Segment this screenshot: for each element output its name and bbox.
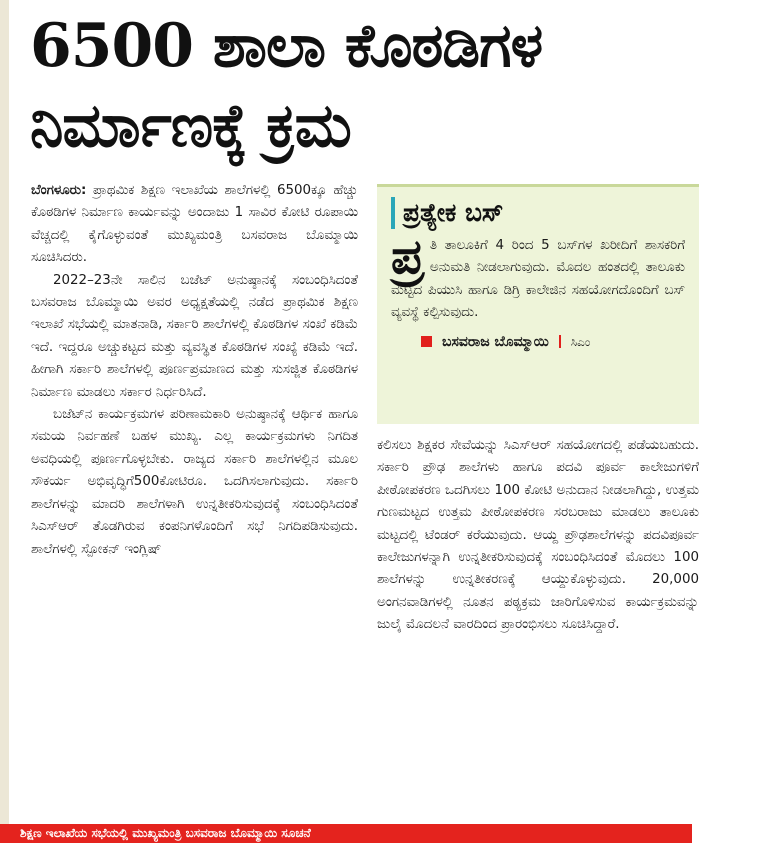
drop-cap: ಪ್ರ xyxy=(391,229,424,285)
article-paragraph-2: 2022–23ನೇ ಸಾಲಿನ ಬಜೆಟ್ ಅನುಷ್ಠಾನಕ್ಕೆ ಸಂಬಂಧಿಸಿದಂತೆ ಬಸವರಾಜ ಬೊಮ್ಮಾಯಿ ಅವರ ಅಧ್ಯಕ್ಷತೆಯಲ್ಲಿ ನಡೆದ ಪ್ರಾಥಮಿಕ ಶಿಕ್ಷಣ ಇಲಾಖೆ ಸಭೆಯಲ್ಲಿ ಮಾತನಾಡಿ, ಸರ್ಕಾರಿ ಶಾಲೆಗಳಲ್ಲಿ ಕೊಠಡಿಗಳ ಸಂಖೆ ಕಡಿಮೆ ಇದೆ. ಇದ್ದರೂ ಅಚ್ಚುಕಟ್ಟದ ಮತ್ತು ವ್ಯವಸ್ಥಿತ ಕೊಠಡಿಗಳ ಸಂಖ್ಯೆ ಕಡಿಮೆ ಇದೆ. ಹೀಗಾಗಿ ಸರ್ಕಾರಿ ಶಾಲೆಗಳಲ್ಲಿ ಪೂರ್ಣಪ್ರಮಾಣದ ಮತ್ತು ಸುಸಜ್ಜಿತ ಕೊಠಡಿಗಳ ನಿರ್ಮಾಣ ಮಾಡಲು ಸರ್ಕಾರ ನಿರ್ಧರಿಸಿದೆ. xyxy=(31,272,358,400)
article-paragraph-3: ಬಜೆಟ್‌ನ ಕಾರ್ಯಕ್ರಮಗಳ ಪರಿಣಾಮಕಾರಿ ಅನುಷ್ಠಾನಕ್ಕೆ ಆರ್ಥಿಕ ಹಾಗೂ ಸಮಯ ನಿರ್ವಹಣೆ ಬಹಳ ಮುಖ್ಯ. ಎಲ್ಲ ಕಾರ್ಯಕ್ರಮಗಳು ನಿಗದಿತ ಅವಧಿಯಲ್ಲಿ ಪೂರ್ಣಗೊಳ್ಳಬೇಕು. ರಾಜ್ಯದ ಸರ್ಕಾರಿ ಶಾಲೆಗಳಲ್ಲಿನ ಮೂಲ ಸೌಕರ್ಯ ಅಭಿವೃದ್ಧಿಗೆ500ಕೋಟಿರೂ. ಒದಗಿಸಲಾಗುವುದು. ಸರ್ಕಾರಿ ಶಾಲೆಗಳನ್ನು ಮಾದರಿ ಶಾಲೆಗಳಾಗಿ ಉನ್ನತೀಕರಿಸುವುದಕ್ಕೆ ಸಂಬಂಧಿಸಿದಂತೆ ಸಿಎಸ್‌ಆರ್ ತೊಡಗಿರುವ ಕಂಪನಿಗಳೊಂದಿಗೆ ಸಭೆ ನಿಗದಿಪಡಿಸುವುದು. ಶಾಲೆಗಳಲ್ಲಿ ಸ್ಪೋಕನ್ ಇಂಗ್ಲಿಷ್ xyxy=(31,407,358,557)
headline-line-1: 6500 ಶಾಲಾ ಕೊಠಡಿಗಳ xyxy=(30,11,543,81)
sidebar-text-block xyxy=(391,229,685,325)
byline-separator xyxy=(559,335,561,348)
paragraph-1-text: ಪ್ರಾಥಮಿಕ ಶಿಕ್ಷಣ ಇಲಾಖೆಯ ಶಾಲೆಗಳಲ್ಲಿ 6500ಕ್ಕೂ ಹೆಚ್ಚು ಕೊಠಡಿಗಳ ನಿರ್ಮಾಣ ಕಾರ್ಯವನ್ನು ಅಂದಾಜು 1 ಸಾವಿರ ಕೋಟಿ ರೂಪಾಯಿ ವೆಚ್ಚದಲ್ಲಿ ಕೈಗೊಳ್ಳುವಂತೆ ಮುಖ್ಯಮಂತ್ರಿ ಬಸವರಾಜ ಬೊಮ್ಮಾಯಿ ಸೂಚಿಸಿದರು. xyxy=(31,183,358,266)
bottom-red-strip: ಶಿಕ್ಷಣ ಇಲಾಖೆಯ ಸಭೆಯಲ್ಲಿ ಮುಖ್ಯಮಂತ್ರಿ ಬಸವರಾಜ ಬೊಮ್ಮಾಯಿ ಸೂಚನೆ xyxy=(0,824,692,843)
article-paragraph-4: ಕಲಿಸಲು ಶಿಕ್ಷಕರ ಸೇವೆಯನ್ನು ಸಿಎಸ್‌ಆರ್ ಸಹಯೋಗದಲ್ಲಿ ಪಡೆಯಬಹುದು. ಸರ್ಕಾರಿ ಪ್ರೌಢ ಶಾಲೆಗಳು ಹಾಗೂ ಪದವಿ ಪೂರ್ವ ಕಾಲೇಜುಗಳಿಗೆ ಪೀಠೋಪಕರಣ ಒದಗಿಸಲು 100 ಕೋಟಿ ಅನುದಾನ ನೀಡಲಾಗಿದ್ದು, ಉತ್ತಮ ಗುಣಮಟ್ಟದ ಉತ್ತಮ ಪೀಠೋಪಕರಣ ಸರಬರಾಜು ಮಾಡಲು ತಾಲೂಕು ಮಟ್ಟದಲ್ಲಿ ಟೆಂಡರ್ ಕರೆಯುವುದು. ಆಯ್ದ ಪ್ರೌಢಶಾಲೆಗಳನ್ನು ಪದವಿಪೂರ್ವ ಕಾಲೇಜುಗಳನ್ನಾಗಿ ಉನ್ನತೀಕರಿಸುವುದಕ್ಕೆ ಸಂಬಂಧಿಸಿದಂತೆ ಮೊದಲು 100 ಶಾಲೆಗಳನ್ನು ಉನ್ನತೀಕರಣಕ್ಕೆ ಆಯ್ದುಕೊಳ್ಳುವುದು. 20,000 ಅಂಗನವಾಡಿಗಳಲ್ಲಿ ನೂತನ ಪಠ್ಯಕ್ರಮ ಜಾರಿಗೊಳಿಸುವ ಕಾರ್ಯಕ್ರಮವನ್ನು ಜುಲೈ ಮೊದಲನೆ ವಾರದಿಂದ ಪ್ರಾರಂಭಿಸಲು ಸೂಚಿಸಿದ್ದಾರೆ. xyxy=(377,438,699,633)
byline xyxy=(391,331,685,353)
sidebar-title: ಪ್ರತ್ಯೇಕ ಬಸ್ xyxy=(391,197,685,229)
byline-square-icon xyxy=(421,336,432,347)
article-column-left xyxy=(31,180,358,561)
sidebar-box xyxy=(377,184,699,424)
headline-line-2: ನಿರ್ಮಾಣಕ್ಕೆ ಕ್ರಮ xyxy=(30,91,351,161)
sidebar-text: ತಿ ತಾಲೂಕಿಗೆ 4 ರಿಂದ 5 ಬಸ್‌ಗಳ ಖರೀದಿಗೆ ಶಾಸಕರಿಗೆ ಅನುಮತಿ ನೀಡಲಾಗುವುದು. ಮೊದಲ ಹಂತದಲ್ಲಿ ತಾಲೂಕು ಮಟ್ಟದ ಪಿಯುಸಿ ಹಾಗೂ ಡಿಗ್ರಿ ಕಾಲೇಜಿನ ಸಹಯೋಗದೊಂದಿಗೆ ಬಸ್ ವ್ಯವಸ್ಥೆ ಕಲ್ಪಿಸುವುದು. xyxy=(391,238,685,321)
page-edge xyxy=(0,0,9,843)
dateline: ಬೆಂಗಳೂರು: xyxy=(31,183,87,198)
byline-name: ಬಸವರಾಜ ಬೊಮ್ಮಾಯಿ xyxy=(442,333,549,350)
byline-title: ಸಿಎಂ xyxy=(570,334,591,349)
article-column-right xyxy=(377,435,699,637)
headline xyxy=(30,6,740,166)
article-paragraph-1 xyxy=(31,180,358,270)
